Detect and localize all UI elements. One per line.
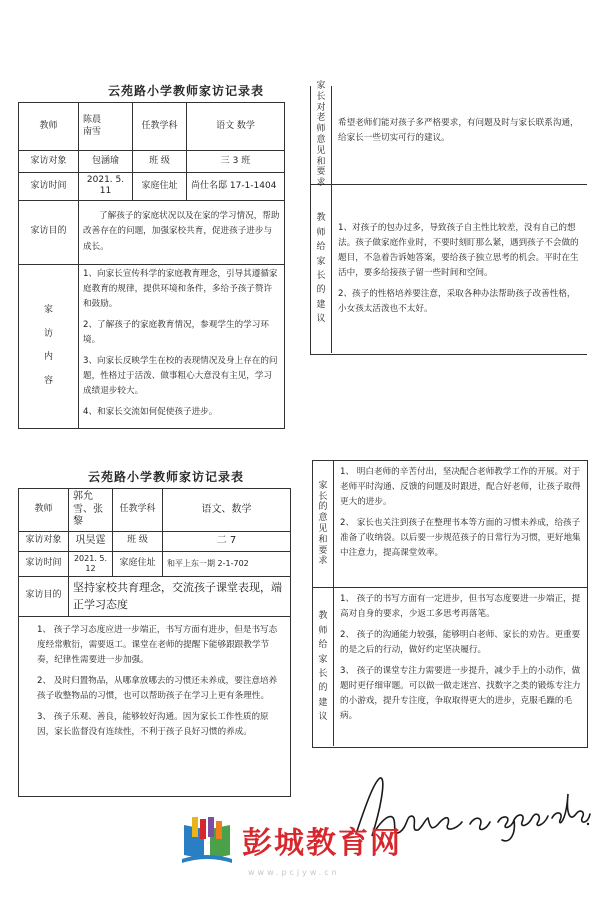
advice-label: 教师给家长的建议: [316, 213, 326, 325]
teacher-label: 教师: [19, 489, 69, 532]
address-value: 尚仕名邸 17-1-1404: [187, 173, 285, 201]
content-item: 1、 孩子学习态度应进一步端正，书写方面有进步，但是书写态度经常敷衍，需要返工。课堂在老师的提醒下能够跟跟教学节奏，纪律性需要进一步加强。: [37, 624, 278, 665]
purpose-text: 了解孩子的家庭状况以及在家的学习情况，帮助改善存在的问题，加强家校共育，促进孩子进步与成长。: [79, 200, 285, 264]
form1-table: [18, 102, 285, 429]
target-label: 家访对象: [19, 531, 69, 551]
purpose-label: 家访目的: [19, 200, 79, 264]
advice-item: 1、 孩子的书写方面有一定进步，但书写态度要进一步端正，提高对自身的要求，少返工多思考再落笔。: [340, 594, 581, 620]
class-value: 二 7: [163, 531, 291, 551]
teacher-label: 教师: [19, 103, 79, 151]
subject-value: 语文、数学: [163, 489, 291, 532]
req-item: 1、 明白老师的辛苦付出，坚决配合老师教学工作的开展。对于老师平时沟通、反馈的问题及时跟进，配合好老师，让孩子取得更大的进步。: [340, 467, 581, 508]
req-text: 希望老师们能对孩子多严格要求，有问题及时与家长联系沟通，给家长一些切实可行的建议。: [338, 118, 579, 144]
time-value: 2021. 5. 11: [79, 173, 133, 201]
subject-label: 任教学科: [133, 103, 187, 151]
target-value: 巩昊霆: [69, 531, 113, 551]
time-label: 家访时间: [19, 173, 79, 201]
form2-table: [18, 488, 291, 797]
target-label: 家访对象: [19, 151, 79, 173]
content-item: 2、 及时归置物品，从哪拿放哪去的习惯还未养成，要注意培养孩子收整物品的习惯，也可以帮助孩子在学习上更有条理性。: [37, 675, 278, 701]
form1: [18, 80, 298, 417]
form2-side: [312, 460, 588, 748]
logo-text: 彭城教育网: [242, 826, 402, 861]
req-item: 2、 家长也关注到孩子在整理书本等方面的习惯未养成，给孩子准备了收纳袋。以后要一步规范孩子的日常行为习惯，更好地集中注意力，提高课堂效率。: [340, 518, 581, 559]
form2-title: 云苑路小学教师家访记录表: [88, 470, 245, 484]
address-value: 和平上东一期 2-1-702: [163, 551, 291, 576]
purpose-text: 坚持家校共育理念，交流孩子课堂表现，端正学习态度: [69, 576, 291, 616]
purpose-label: 家访目的: [19, 576, 69, 616]
content-label: 家访内容: [43, 305, 53, 386]
target-value: 包涵瑜: [79, 151, 133, 173]
book-logo-icon: [180, 815, 234, 865]
form1-title: 云苑路小学教师家访记录表: [108, 84, 265, 98]
class-label: 班 级: [133, 151, 187, 173]
address-label: 家庭住址: [113, 551, 163, 576]
content-list: [19, 616, 291, 796]
advice-label: 教师给家长的建议: [318, 611, 328, 723]
teacher-names: 郭允雪、张黎: [69, 489, 113, 532]
req-label: 家长的意见和要求: [318, 480, 328, 567]
advice-list: [332, 185, 587, 353]
content-item: 1、向家长宣传科学的家庭教育理念，引导其遵循家庭教育的规律，提供环境和条件，多给予孩子赞许和鼓励。: [83, 268, 278, 309]
req-label: 家长对老师意见和要求: [316, 81, 326, 189]
advice-item: 2、 孩子的沟通能力较强，能够明白老师、家长的劝告。更重要的是之后的行动，做好约定坚决履行。: [340, 630, 581, 656]
advice-list: [334, 588, 587, 746]
logo-url: www.pcjyw.cn: [248, 868, 340, 877]
time-label: 家访时间: [19, 551, 69, 576]
class-label: 班 级: [113, 531, 163, 551]
form1-side: [310, 81, 587, 355]
advice-item: 3、 孩子的课堂专注力需要进一步提升，减少手上的小动作，做题时更仔细审题。可以做一做走迷宫、找数字之类的锻炼专注力的小游戏，提升专注度，争取取得更大的进步，克服毛躁的毛病。: [340, 666, 581, 722]
content-item: 4、和家长交流如何促使孩子进步。: [83, 406, 218, 417]
content-item: 3、 孩子乐观、善良，能够较好沟通。因为家长工作性质的原因，家长监督没有连续性，不利于孩子良好习惯的养成。: [37, 711, 269, 737]
advice-item: 1、对孩子的包办过多，导致孩子自主性比较差，没有自己的想法。孩子做家庭作业时，不要时刻盯那么紧，遇到孩子不会做的题目，不急着告诉她答案，要给孩子独立思考的机会。平时在生活中，要多给接孩子留一些时间和空间。: [338, 223, 579, 279]
time-value: 2021. 5. 12: [69, 551, 113, 576]
content-item: 3、向家长反映学生在校的表现情况及身上存在的问题，性格过于活泼、做事粗心大意没有主见，学习成绩退步较大。: [83, 355, 278, 396]
subject-label: 任教学科: [113, 489, 163, 532]
advice-item: 2、孩子的性格培养要注意，采取各种办法帮助孩子改善性格，小女孩太活泼也不太好。: [338, 289, 576, 315]
content-item: 2、了解孩子的家庭教育情况，参观学生的学习环境。: [83, 319, 269, 345]
subject-value: 语文 数学: [187, 103, 285, 151]
req-list: [334, 461, 587, 587]
logo: [180, 812, 420, 868]
address-label: 家庭住址: [133, 173, 187, 201]
form2: [18, 464, 300, 804]
class-value: 三 3 班: [187, 151, 285, 173]
teacher-names: 陈晨 南雪: [79, 103, 133, 151]
content-list: [79, 264, 285, 428]
